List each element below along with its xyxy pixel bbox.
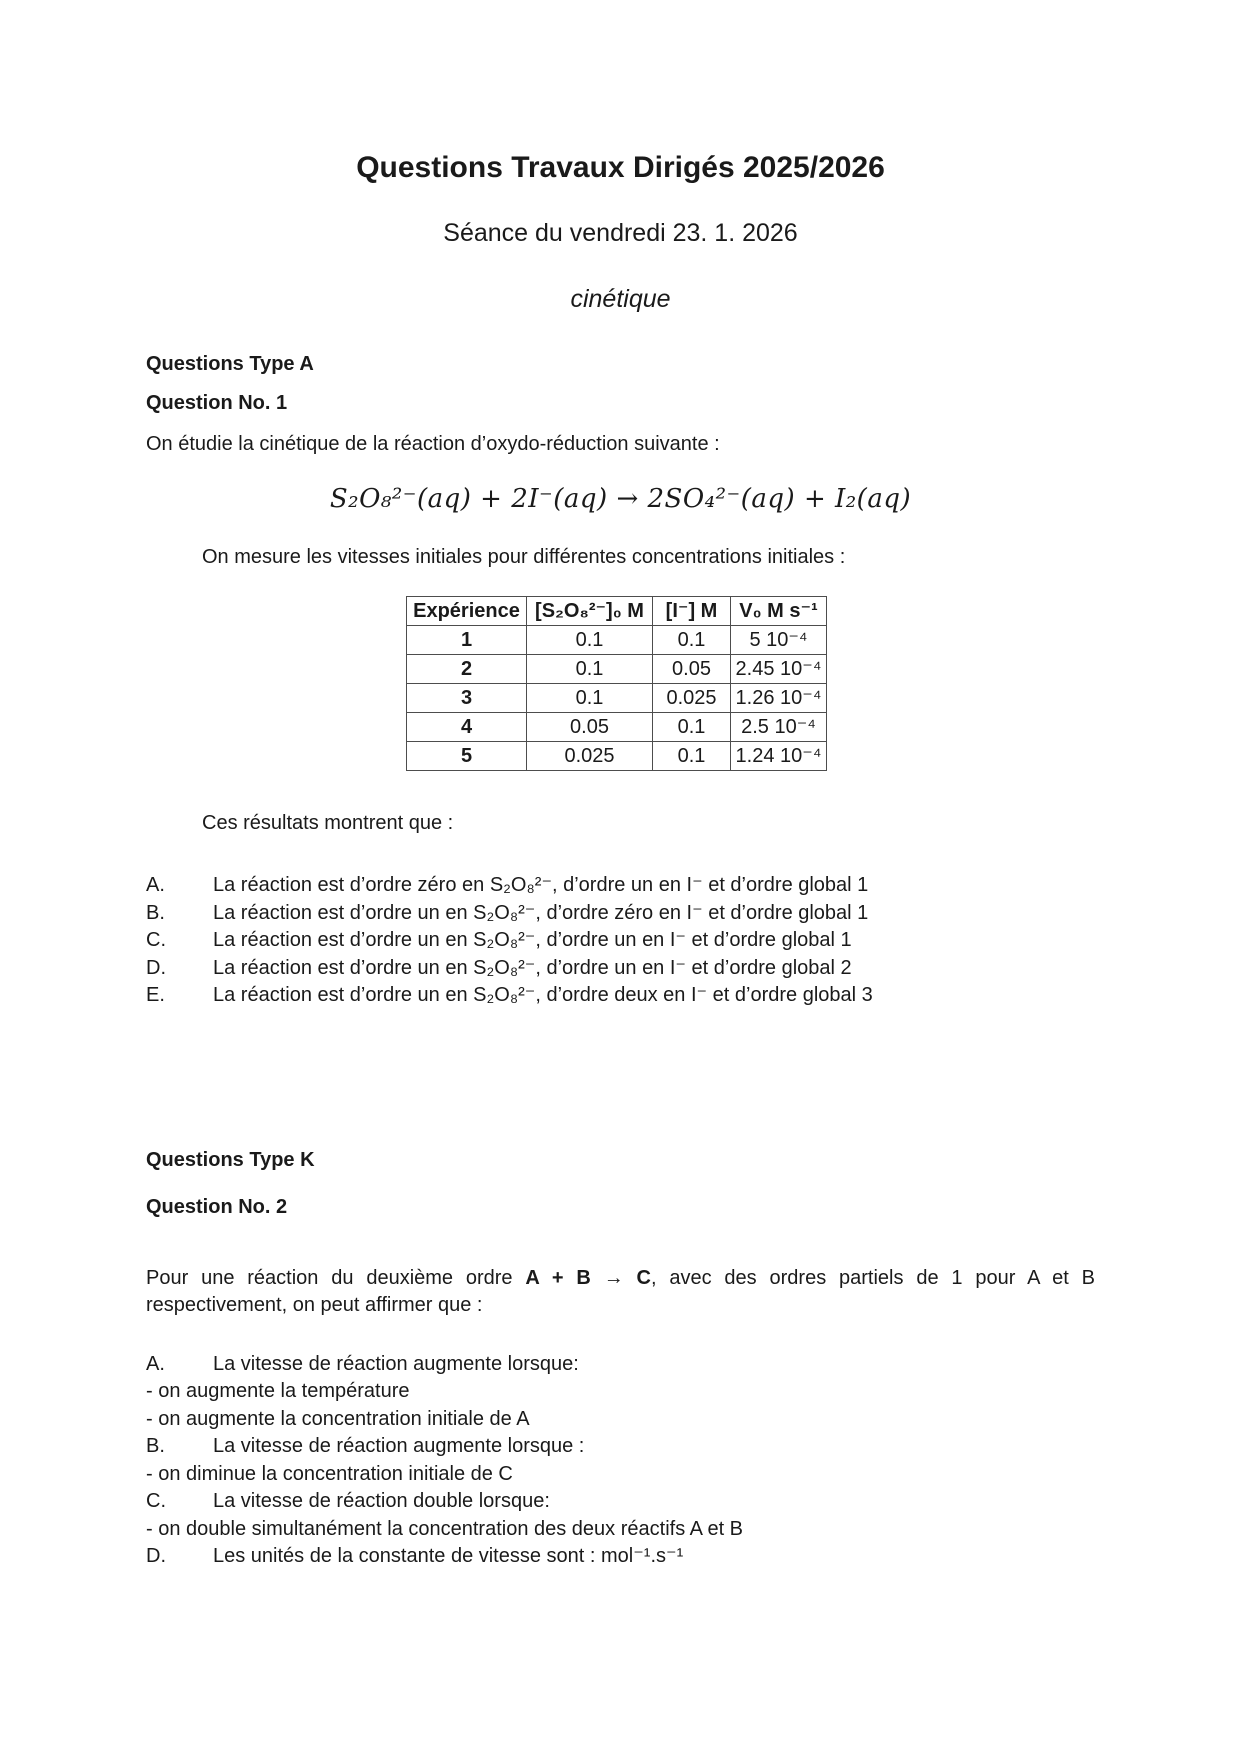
table-row — [407, 742, 827, 771]
table-cell: 0.1 — [527, 684, 653, 713]
option-label: B. — [146, 1435, 165, 1457]
table-cell: 0.1 — [653, 742, 731, 771]
q2-intro-paragraph — [146, 1265, 1095, 1320]
q1-results-note: Ces résultats montrent que : — [202, 812, 454, 834]
table-cell: 0.1 — [527, 626, 653, 655]
q1-measure-note: On mesure les vitesses initiales pour différentes concentrations initiales : — [202, 546, 846, 568]
q2-options-list — [146, 1351, 1095, 1571]
q2-sub-item: - on diminue la concentration initiale de C — [146, 1462, 513, 1485]
table-cell: 2.45 10⁻⁴ — [731, 655, 827, 684]
session-date: Séance du vendredi 23. 1. 2026 — [443, 219, 798, 247]
section-spacer — [146, 1010, 1095, 1148]
q2-sub-item: - on augmente la température — [146, 1380, 410, 1402]
table-cell: 0.05 — [653, 655, 731, 684]
q1-option-e — [146, 982, 1095, 1010]
question-2-heading: Question No. 2 — [146, 1195, 288, 1218]
option-label: C. — [146, 1490, 166, 1512]
table-cell: 4 — [407, 713, 527, 742]
table-cell: 0.1 — [653, 626, 731, 655]
option-text: La vitesse de réaction augmente lorsque : — [213, 1435, 585, 1457]
column-header-v0: V₀ M s⁻¹ — [731, 597, 827, 626]
q2-intro-pre: Pour une réaction du deuxième ordre — [146, 1266, 526, 1289]
table-row — [407, 626, 827, 655]
table-cell: 0.025 — [527, 742, 653, 771]
q2-intro-line2: respectivement, on peut affirmer que : — [146, 1294, 483, 1316]
table-cell: 0.05 — [527, 713, 653, 742]
q2-intro-line1 — [146, 1265, 1095, 1293]
table-cell: 0.1 — [527, 655, 653, 684]
q2-option-c — [146, 1488, 1095, 1516]
section-type-a-heading: Questions Type A — [146, 353, 314, 375]
q2-intro-post: , avec des ordres partiels de 1 pour A et B — [650, 1266, 1096, 1289]
option-text: La réaction est d’ordre un en S₂O₈²⁻, d’ordre deux en I⁻ et d’ordre global 3 — [213, 984, 873, 1006]
q1-option-b — [146, 900, 1095, 928]
table-row — [407, 713, 827, 742]
table-row — [407, 684, 827, 713]
table-cell: 5 10⁻⁴ — [731, 626, 827, 655]
table-cell: 1.26 10⁻⁴ — [731, 684, 827, 713]
option-text: La vitesse de réaction double lorsque: — [213, 1490, 550, 1512]
document-title: Questions Travaux Dirigés 2025/2026 — [356, 151, 885, 184]
q2-option-a — [146, 1351, 1095, 1379]
table-cell: 2.5 10⁻⁴ — [731, 713, 827, 742]
option-text: La vitesse de réaction augmente lorsque: — [213, 1352, 579, 1375]
table-cell: 1.24 10⁻⁴ — [731, 742, 827, 771]
q2-option-d — [146, 1543, 1095, 1571]
option-text: Les unités de la constante de vitesse sont : mol⁻¹.s⁻¹ — [213, 1545, 684, 1567]
table-cell: 1 — [407, 626, 527, 655]
experiments-table — [406, 596, 827, 771]
q2-sub-item: - on double simultanément la concentration des deux réactifs A et B — [146, 1517, 744, 1540]
option-label: A. — [146, 1352, 165, 1375]
q2-option-b — [146, 1433, 1095, 1461]
option-text: La réaction est d’ordre un en S₂O₈²⁻, d’ordre un en I⁻ et d’ordre global 1 — [213, 929, 852, 951]
option-text: La réaction est d’ordre un en S₂O₈²⁻, d’ordre zéro en I⁻ et d’ordre global 1 — [213, 901, 869, 924]
column-header-iodide: [I⁻] M — [653, 597, 731, 626]
option-text: La réaction est d’ordre un en S₂O₈²⁻, d’ordre un en I⁻ et d’ordre global 2 — [213, 956, 852, 979]
q1-intro-text: On étudie la cinétique de la réaction d’oxydo-réduction suivante : — [146, 433, 720, 455]
table-cell: 3 — [407, 684, 527, 713]
option-label: B. — [146, 901, 165, 924]
option-label: C. — [146, 929, 166, 951]
table-header-row — [407, 597, 827, 626]
option-label: A. — [146, 874, 165, 896]
q2-sub-item: - on augmente la concentration initiale de A — [146, 1407, 530, 1430]
table-cell: 5 — [407, 742, 527, 771]
q1-option-d — [146, 955, 1095, 983]
table-cell: 0.025 — [653, 684, 731, 713]
table-cell: 0.1 — [653, 713, 731, 742]
q1-options-list — [146, 872, 1095, 1010]
section-type-k-heading: Questions Type K — [146, 1148, 315, 1171]
table-cell: 2 — [407, 655, 527, 684]
option-text: La réaction est d’ordre zéro en S₂O₈²⁻, d’ordre un en I⁻ et d’ordre global 1 — [213, 874, 869, 896]
q1-option-c — [146, 927, 1095, 955]
q1-reaction-equation: S₂O₈²⁻(aq) + 2I⁻(aq) → 2SO₄²⁻(aq) + I₂(aq) — [329, 484, 912, 514]
option-label: E. — [146, 984, 165, 1006]
q2-reaction-bold: A + B → C — [525, 1266, 651, 1289]
question-1-heading: Question No. 1 — [146, 392, 288, 414]
option-label: D. — [146, 1545, 166, 1567]
table-row — [407, 655, 827, 684]
column-header-experience: Expérience — [407, 597, 527, 626]
column-header-s2o8: [S₂O₈²⁻]₀ M — [527, 597, 653, 626]
option-label: D. — [146, 956, 166, 979]
q1-option-a — [146, 872, 1095, 900]
topic-title: cinétique — [570, 285, 671, 313]
